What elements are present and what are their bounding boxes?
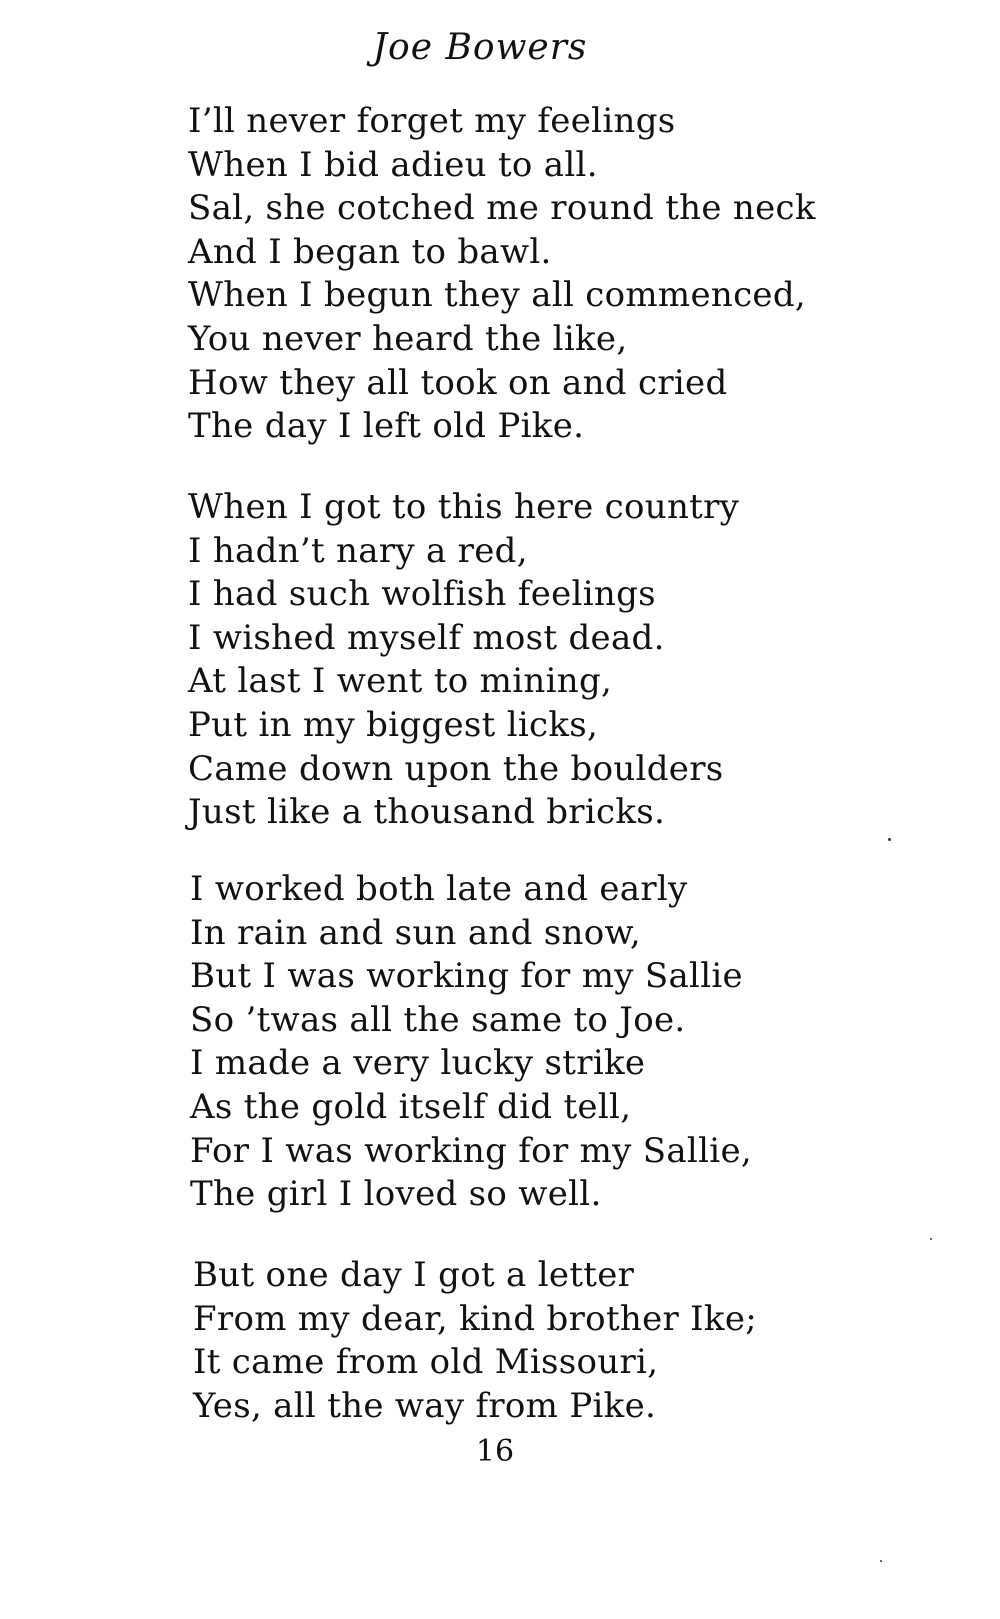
- verse-line: I wished myself most dead.: [188, 617, 665, 658]
- verse-line: Yes, all the way from Pike.: [193, 1385, 657, 1426]
- verse-line: But I was working for my Sallie: [190, 956, 743, 997]
- verse-line: When I bid adieu to all.: [188, 144, 598, 185]
- verse-line: For I was working for my Sallie,: [190, 1130, 752, 1171]
- verse-line: I hadn’t nary a red,: [188, 530, 528, 571]
- scan-speck: [930, 1238, 932, 1240]
- verse-line: As the gold itself did tell,: [190, 1086, 632, 1127]
- verse-line: Put in my biggest licks,: [188, 704, 599, 745]
- verse-line: It came from old Missouri,: [193, 1342, 659, 1383]
- verse-line: Came down upon the boulders: [188, 748, 724, 789]
- verse-line: I’ll never forget my feelings: [188, 101, 676, 141]
- verse-line: In rain and sun and snow,: [190, 912, 641, 953]
- verse-line: The girl I loved so well.: [190, 1174, 602, 1215]
- verse-line: I worked both late and early: [190, 869, 688, 909]
- verse-line: At last I went to mining,: [188, 661, 613, 702]
- verse-line: When I begun they all commenced,: [188, 275, 807, 316]
- verse-line: So ’twas all the same to Joe.: [190, 999, 686, 1040]
- verse-line: You never heard the like,: [188, 318, 628, 359]
- verse-line: The day I left old Pike.: [188, 406, 585, 447]
- stanza-2: [188, 486, 739, 835]
- stanza-3: [190, 868, 752, 1217]
- scan-speck: [880, 1560, 882, 1562]
- verse-line: I had such wolfish feelings: [188, 574, 656, 615]
- page-number: 16: [475, 1434, 515, 1469]
- verse-line: How they all took on and cried: [188, 362, 728, 403]
- stanza-4: [193, 1254, 757, 1428]
- running-title: Joe Bowers: [372, 27, 588, 68]
- verse-line: When I got to this here country: [188, 487, 740, 527]
- verse-line: I made a very lucky strike: [190, 1043, 646, 1084]
- verse-line: Sal, she cotched me round the neck: [188, 188, 816, 229]
- scan-speck: [888, 838, 891, 841]
- stanza-1: [188, 100, 816, 449]
- verse-line: And I began to bawl.: [188, 231, 552, 272]
- verse-line: Just like a thousand bricks.: [188, 792, 666, 833]
- verse-line: But one day I got a letter: [193, 1255, 635, 1295]
- verse-line: From my dear, kind brother Ike;: [193, 1298, 757, 1339]
